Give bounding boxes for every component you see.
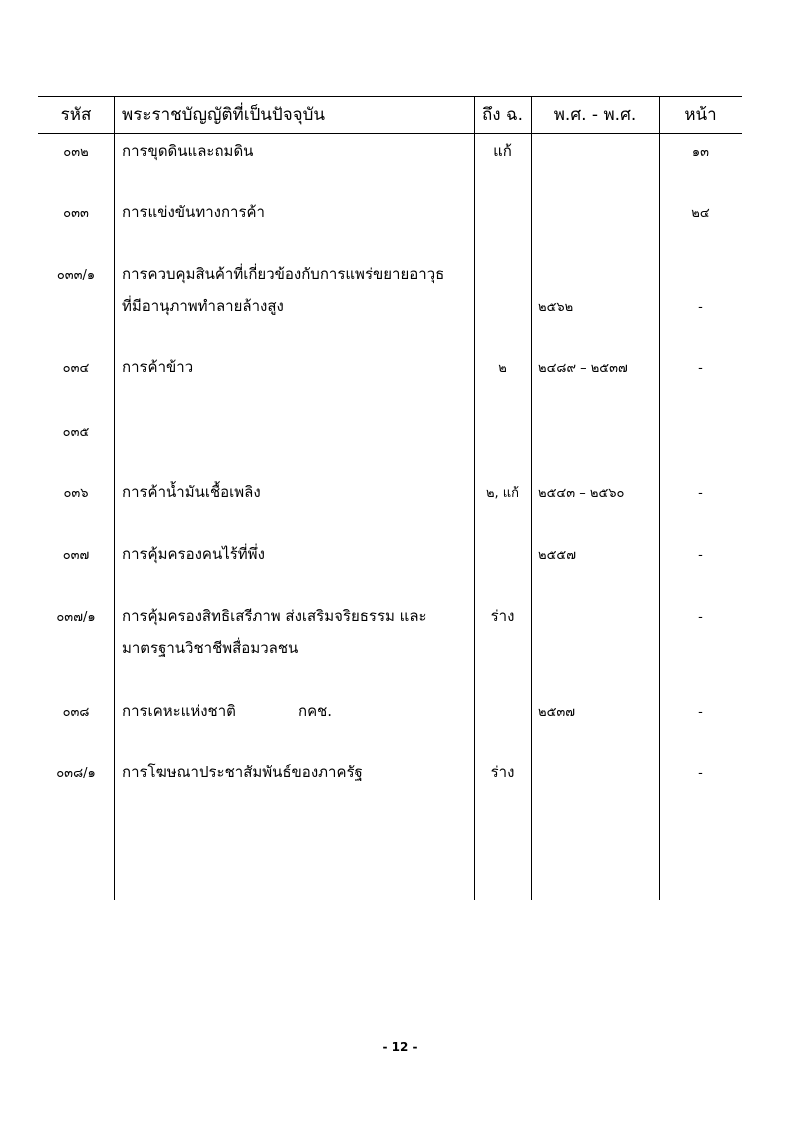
row-years: ๒๕๔๓ – ๒๕๖๐ <box>538 486 625 501</box>
row-page: ๑๓ <box>691 145 710 160</box>
row-code: ๐๓๒ <box>63 145 89 160</box>
page-number: - 12 - <box>382 1040 418 1054</box>
row-code: ๐๓๔ <box>62 361 90 376</box>
row-code: ๐๓๘/๑ <box>56 766 96 781</box>
row-until: แก้ <box>493 142 512 160</box>
header-years: พ.ศ. - พ.ศ. <box>553 105 637 125</box>
row-until: ร่าง <box>490 763 515 781</box>
row-act-line2: ที่มีอานุภาพทำลายล้างสูง <box>122 297 284 315</box>
row-page: - <box>698 610 703 625</box>
row-years: ๒๕๕๗ <box>538 548 577 563</box>
row-act: การค้าข้าว <box>122 358 194 376</box>
table-header-divider <box>38 133 742 134</box>
row-page: ๒๔ <box>691 206 710 221</box>
row-until: ร่าง <box>490 607 515 625</box>
header-page: หน้า <box>684 105 717 125</box>
row-code: ๐๓๖ <box>63 486 89 501</box>
header-until: ถึง ฉ. <box>482 105 523 125</box>
row-page: - <box>698 300 703 315</box>
row-act: การแข่งขันทางการค้า <box>122 203 265 221</box>
row-page: - <box>698 766 703 781</box>
row-act: การคุ้มครองคนไร้ที่พึ่ง <box>122 545 265 563</box>
row-code: ๐๓๘ <box>62 705 90 720</box>
header-act: พระราชบัญญัติที่เป็นปัจจุบัน <box>122 105 326 125</box>
column-divider-code <box>114 96 115 900</box>
row-code: ๐๓๗/๑ <box>56 610 96 625</box>
row-page: - <box>698 548 703 563</box>
row-act-line2: มาตรฐานวิชาชีพสื่อมวลชน <box>122 639 299 657</box>
table-top-border <box>38 96 742 97</box>
row-act-line1: การควบคุมสินค้าที่เกี่ยวข้องกับการแพร่ขยายอาวุธ <box>122 265 445 283</box>
header-code: รหัส <box>60 105 92 125</box>
row-page: - <box>698 705 703 720</box>
row-code: ๐๓๗ <box>62 548 90 563</box>
row-code: ๐๓๓/๑ <box>56 268 96 283</box>
row-act: การขุดดินและถมดิน <box>122 142 254 160</box>
row-page: - <box>698 486 703 501</box>
row-act: การค้าน้ำมันเชื้อเพลิง <box>122 483 261 501</box>
row-until: ๒, แก้ <box>485 486 520 501</box>
row-page: - <box>698 361 703 376</box>
column-divider-until <box>531 96 532 900</box>
row-act: การโฆษณาประชาสัมพันธ์ของภาครัฐ <box>122 763 363 781</box>
row-act: การเคหะแห่งชาติ <box>122 702 236 720</box>
row-years: ๒๔๘๙ – ๒๕๓๗ <box>538 361 628 376</box>
row-act-line1: การคุ้มครองสิทธิเสรีภาพ ส่งเสริมจริยธรรม และ <box>122 607 427 625</box>
row-act-note: กคช. <box>298 702 333 720</box>
row-code: ๐๓๓ <box>63 206 89 221</box>
row-until: ๒ <box>498 361 507 376</box>
row-years: ๒๕๓๗ <box>538 705 576 720</box>
row-code: ๐๓๕ <box>62 425 90 440</box>
row-years: ๒๕๖๒ <box>538 300 574 315</box>
